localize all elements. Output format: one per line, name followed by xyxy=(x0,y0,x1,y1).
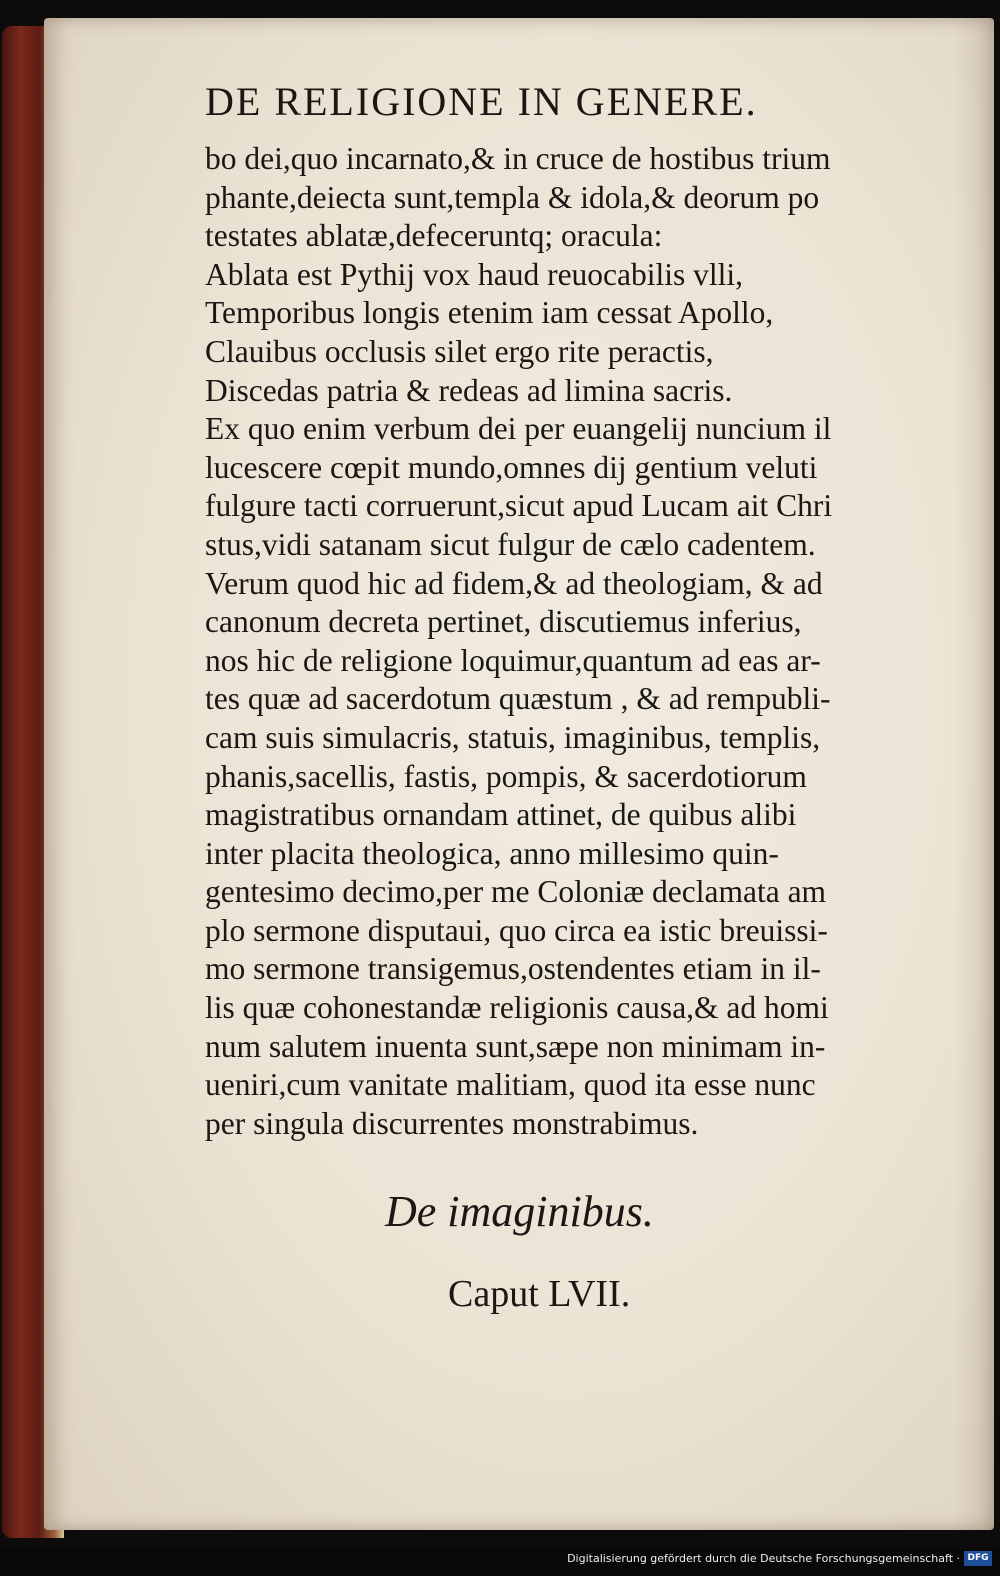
text-line: Temporibus longis etenim iam cessat Apollo, xyxy=(205,295,774,331)
text-line: Verum quod hic ad fidem,& ad theologiam, & ad xyxy=(205,565,823,601)
dfg-logo-icon: DFG xyxy=(964,1551,992,1566)
body-text xyxy=(205,140,920,1143)
text-line: inter placita theologica, anno millesimo quin- xyxy=(205,835,779,871)
text-line: per singula discurrentes monstrabimus. xyxy=(205,1105,699,1141)
text-line: Clauibus occlusis silet ergo rite peractis, xyxy=(205,333,714,369)
text-line: Ex quo enim verbum dei per euangelij nuncium il xyxy=(205,411,832,447)
text-line: ueniri,cum vanitate malitiam, quod ita esse nunc xyxy=(205,1067,816,1103)
running-head: DE RELIGIONE IN GENERE. xyxy=(205,79,758,124)
text-line: mo sermone transigemus,ostendentes etiam in il- xyxy=(205,951,821,987)
text-line: fulgure tacti corruerunt,sicut apud Lucam ait Chri xyxy=(205,488,833,524)
funding-credit: Digitalisierung gefördert durch die Deutsche Forschungsgemeinschaft · xyxy=(567,1552,960,1565)
text-line: nos hic de religione loquimur,quantum ad eas ar- xyxy=(205,642,821,678)
text-line: plo sermone disputaui, quo circa ea istic breuissi- xyxy=(205,912,828,948)
text-line: lucescere cœpit mundo,omnes dij gentium veluti xyxy=(205,449,818,485)
text-line: tes quæ ad sacerdotum quæstum , & ad rempubli- xyxy=(205,681,831,717)
text-line: lis quæ cohonestandæ religionis causa,& ad homi xyxy=(205,990,829,1026)
text-line: stus,vidi satanam sicut fulgur de cælo cadentem. xyxy=(205,526,816,562)
text-line: canonum decreta pertinet, discutiemus inferius, xyxy=(205,604,802,640)
text-line: phanis,sacellis, fastis, pompis, & sacerdotiorum xyxy=(205,758,807,794)
text-line: Discedas patria & redeas ad limina sacris. xyxy=(205,372,733,408)
text-line: gentesimo decimo,per me Coloniæ declamata am xyxy=(205,874,827,910)
text-line: magistratibus ornandam attinet, de quibus alibi xyxy=(205,797,797,833)
text-line: bo dei,quo incarnato,& in cruce de hostibus trium xyxy=(205,141,831,176)
text-line: cam suis simulacris, statuis, imaginibus, templis, xyxy=(205,719,821,755)
text-line: phante,deiecta sunt,templa & idola,& deorum po xyxy=(205,179,820,215)
text-line: Ablata est Pythij vox haud reuocabilis vlli, xyxy=(205,256,744,292)
text-line: testates ablatæ,defeceruntq; oracula: xyxy=(205,218,663,254)
section-title: De imaginibus. xyxy=(385,1187,654,1236)
text-line: num salutem inuenta sunt,sæpe non minimam in- xyxy=(205,1028,826,1064)
page-shadow xyxy=(954,18,994,1530)
chapter-label: Caput LVII. xyxy=(448,1273,631,1315)
